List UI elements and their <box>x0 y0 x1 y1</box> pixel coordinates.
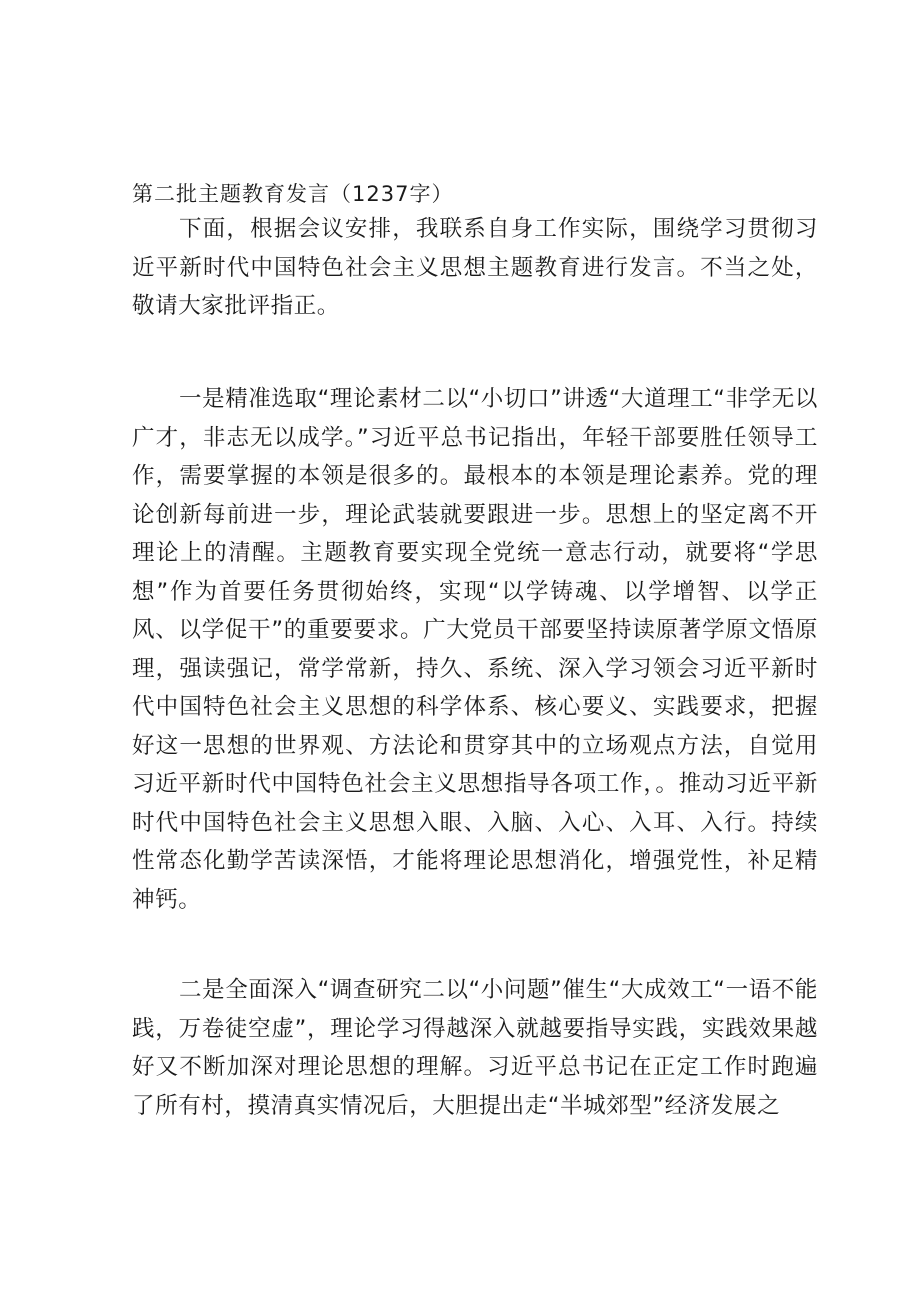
document-title: 第二批主题教育发言（1237字） <box>132 182 454 206</box>
paragraph-investigation: 二是全面深入“调查研究二以“小问题”催生“大成效工“一语不能践，万卷徒空虚”，理论学习得越深入就越要指导实践，实践效果越好又不断加深对理论思想的理解。习近平总书记在正定工作时跑遍了所有村，摸清真实情况后，大胆提出走“半城郊型”经济发展之 <box>132 977 818 1119</box>
paragraph-theory-study: 一是精准选取“理论素材二以“小切口”讲透“大道理工“非学无以广才，非志无以成学。”习近平总书记指出，年轻干部要胜任领导工作，需要掌握的本领是很多的。最根本的本领是理论素养。党的理论创新每前进一步，理论武装就要跟进一步。思想上的坚定离不开理论上的清醒。主题教育要实现全党统一意志行动，就要将“学思想”作为首要任务贯彻始终，实现“以学铸魂、以学增智、以学正风、以学促干”的重要要求。广大党员干部要坚持读原著学原文悟原理，强读强记，常学常新，持久、系统、深入学习领会习近平新时代中国特色社会主义思想的科学体系、核心要义、实践要求，把握好这一思想的世界观、方法论和贯穿其中的立场观点方法，自觉用习近平新时代中国特色社会主义思想指导各项工作，。推动习近平新时代中国特色社会主义思想入眼、入脑、入心、入耳、入行。持续性常态化勤学苦读深悟，才能将理论思想消化，增强党性，补足精神钙。 <box>132 386 818 913</box>
paragraph-intro: 下面，根据会议安排，我联系自身工作实际，围绕学习贯彻习近平新时代中国特色社会主义思想主题教育进行发言。不当之处，敬请大家批评指正。 <box>132 216 818 319</box>
